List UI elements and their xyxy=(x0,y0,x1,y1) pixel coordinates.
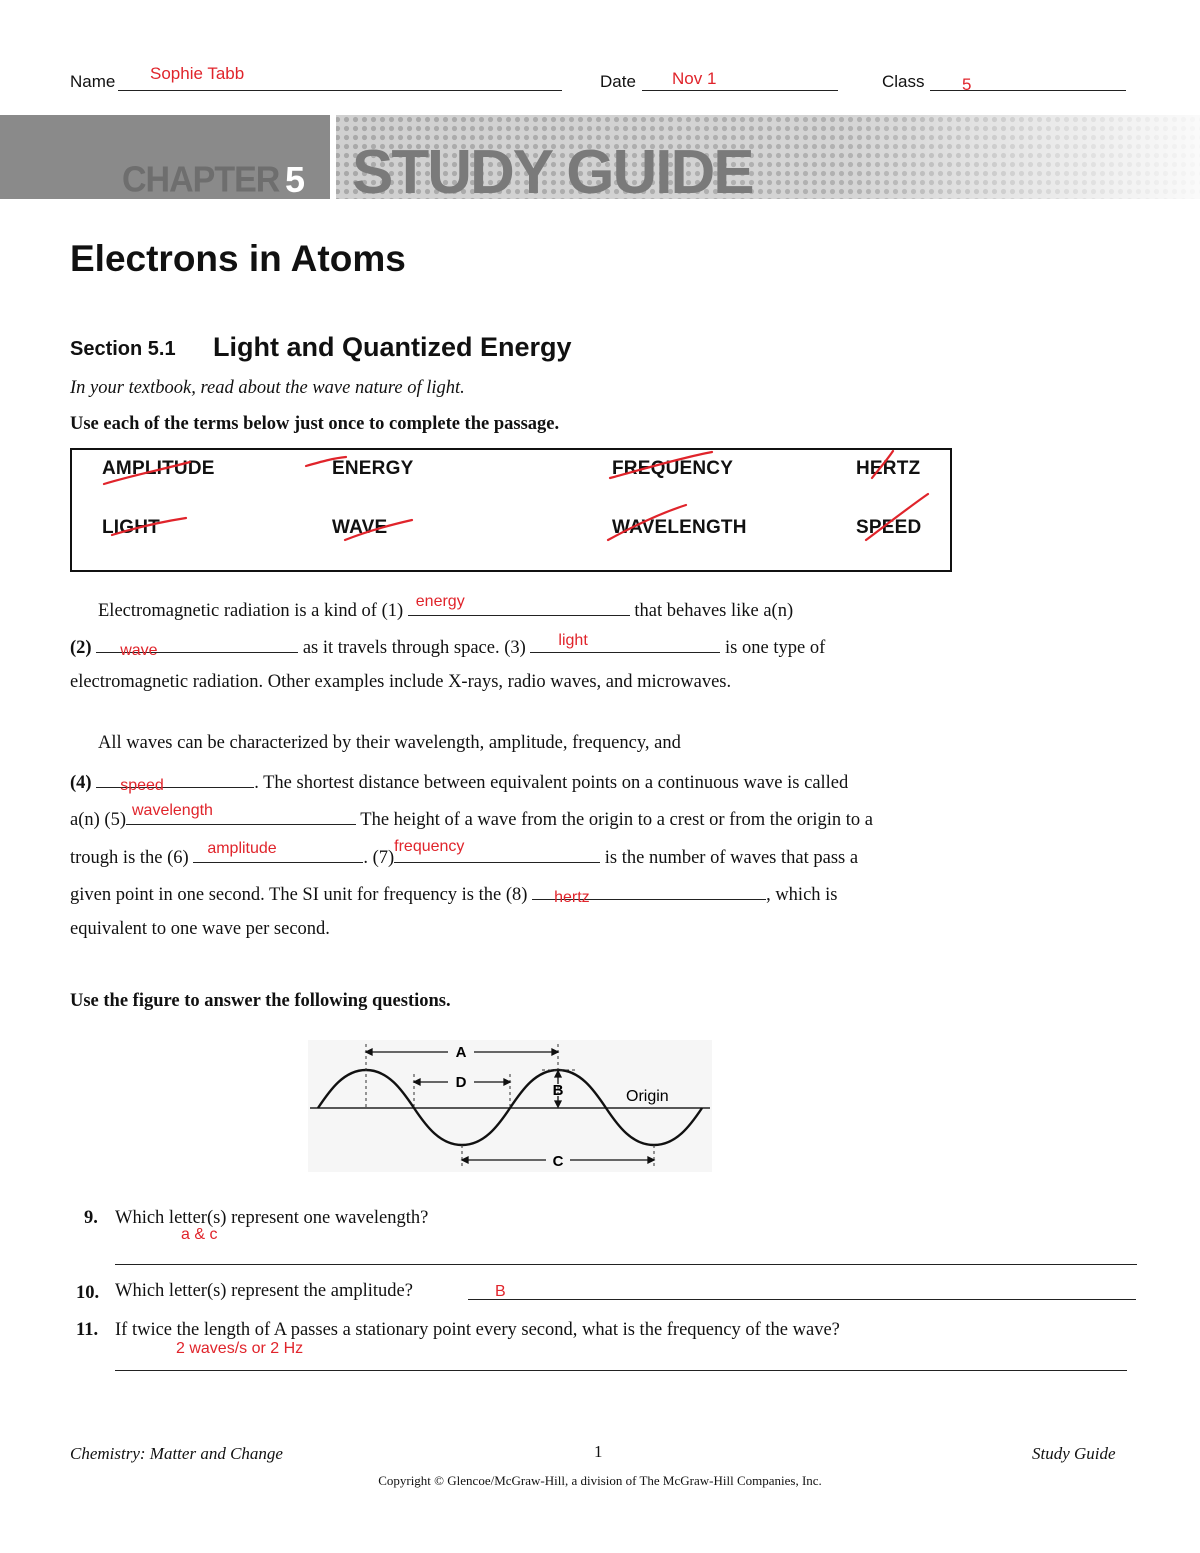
passage1-line1: Electromagnetic radiation is a kind of (1) energy that behaves like a(n) xyxy=(98,593,794,621)
blank-7[interactable] xyxy=(394,838,600,863)
blank-5[interactable] xyxy=(126,802,356,825)
term-wave: WAVE xyxy=(332,517,388,538)
passage1-line2: (2) wave as it travels through space. (3) light is one type of xyxy=(70,632,826,659)
label-c: C xyxy=(552,1153,564,1170)
answer-line-9[interactable] xyxy=(115,1264,1137,1265)
study-guide-label: STUDY GUIDE xyxy=(352,138,753,207)
name-value[interactable]: Sophie Tabb xyxy=(150,64,245,83)
question-text: If twice the length of A passes a stationary point every second, what is the frequency of the wave? xyxy=(115,1320,840,1340)
label-d: D xyxy=(455,1074,467,1091)
term-hertz: HERTZ xyxy=(856,458,921,479)
footer-page-number: 1 xyxy=(594,1442,603,1461)
term-energy: ENERGY xyxy=(332,458,414,479)
class-label: Class xyxy=(882,72,925,91)
strike-amplitude xyxy=(104,462,190,484)
word-bank-strikes xyxy=(0,0,1200,600)
answer-line-10[interactable] xyxy=(468,1299,1136,1300)
blank-3[interactable] xyxy=(530,634,720,653)
term-amplitude: AMPLITUDE xyxy=(102,458,215,479)
question-number: 10. xyxy=(76,1283,100,1303)
term-speed: SPEED xyxy=(856,517,922,538)
wave-figure xyxy=(308,1040,712,1172)
blank-4[interactable] xyxy=(96,769,254,794)
blank-8[interactable] xyxy=(532,881,766,906)
passage2-line6: equivalent to one wave per second. xyxy=(70,919,330,939)
answer-8: hertz xyxy=(554,889,590,906)
question-text: Which letter(s) represent one wavelength? xyxy=(115,1208,429,1228)
section-number: Section 5.1 xyxy=(70,338,176,360)
passage2-line2: (4) speed . The shortest distance between equivalent points on a continuous wave is called xyxy=(70,769,848,794)
class-value[interactable]: 5 xyxy=(962,75,972,94)
answer-3: light xyxy=(558,632,588,649)
passage2-line3: a(n) (5) wavelength The height of a wave from the origin to a crest or from the origin to a xyxy=(70,802,873,830)
terms-instruction: Use each of the terms below just once to complete the passage. xyxy=(70,414,560,434)
answer-5: wavelength xyxy=(131,802,213,819)
blank-2[interactable] xyxy=(96,634,298,659)
footer-book-title: Chemistry: Matter and Change xyxy=(70,1444,283,1463)
term-light: LIGHT xyxy=(102,517,160,538)
answer-1: energy xyxy=(415,593,465,610)
answer-line-11[interactable] xyxy=(115,1370,1127,1371)
passage1-line3: electromagnetic radiation. Other examples include X-rays, radio waves, and microwaves. xyxy=(70,672,732,692)
strike-frequency xyxy=(610,452,712,478)
passage2-line4: trough is the (6) amplitude . (7) frequency is the number of waves that pass a xyxy=(70,838,859,868)
footer-copyright: Copyright © Glencoe/McGraw-Hill, a division of The McGraw-Hill Companies, Inc. xyxy=(378,1473,822,1488)
term-wavelength: WAVELENGTH xyxy=(612,517,747,538)
answer-9[interactable]: a & c xyxy=(181,1226,218,1243)
passage2-line1: All waves can be characterized by their wavelength, amplitude, frequency, and xyxy=(98,733,681,753)
page-title: Electrons in Atoms xyxy=(70,238,406,279)
question-number: 11. xyxy=(76,1320,99,1340)
label-origin: Origin xyxy=(626,1088,669,1105)
footer-study-guide: Study Guide xyxy=(1032,1444,1116,1463)
blank-6[interactable] xyxy=(193,840,363,863)
strike-wavelength xyxy=(608,505,686,540)
question-text: Which letter(s) represent the amplitude? xyxy=(115,1281,413,1301)
label-b: B xyxy=(552,1082,564,1099)
answer-4: speed xyxy=(120,777,164,794)
date-value[interactable]: Nov 1 xyxy=(672,69,717,88)
section-title: Light and Quantized Energy xyxy=(213,332,572,362)
name-label: Name xyxy=(70,72,116,91)
date-label: Date xyxy=(600,72,636,91)
strike-energy xyxy=(306,457,346,466)
chapter-number: 5 xyxy=(285,159,306,200)
strike-wave xyxy=(345,520,412,540)
answer-10[interactable]: B xyxy=(495,1283,506,1300)
answer-7: frequency xyxy=(394,838,465,855)
question-number: 9. xyxy=(84,1208,98,1228)
figure-instruction: Use the figure to answer the following questions. xyxy=(70,991,451,1011)
label-a: A xyxy=(455,1044,467,1061)
answer-6: amplitude xyxy=(207,840,277,857)
strike-speed xyxy=(866,494,928,540)
chapter-label: CHAPTER xyxy=(122,160,280,200)
reading-instruction: In your textbook, read about the wave nature of light. xyxy=(70,378,465,398)
term-frequency: FREQUENCY xyxy=(612,458,734,479)
strike-hertz xyxy=(872,451,893,478)
passage2-line5: given point in one second. The SI unit for frequency is the (8) hertz , which is xyxy=(70,881,838,906)
answer-11[interactable]: 2 waves/s or 2 Hz xyxy=(176,1340,304,1357)
blank-1[interactable] xyxy=(408,593,630,616)
answer-2: wave xyxy=(120,642,158,659)
strike-light xyxy=(112,518,186,535)
